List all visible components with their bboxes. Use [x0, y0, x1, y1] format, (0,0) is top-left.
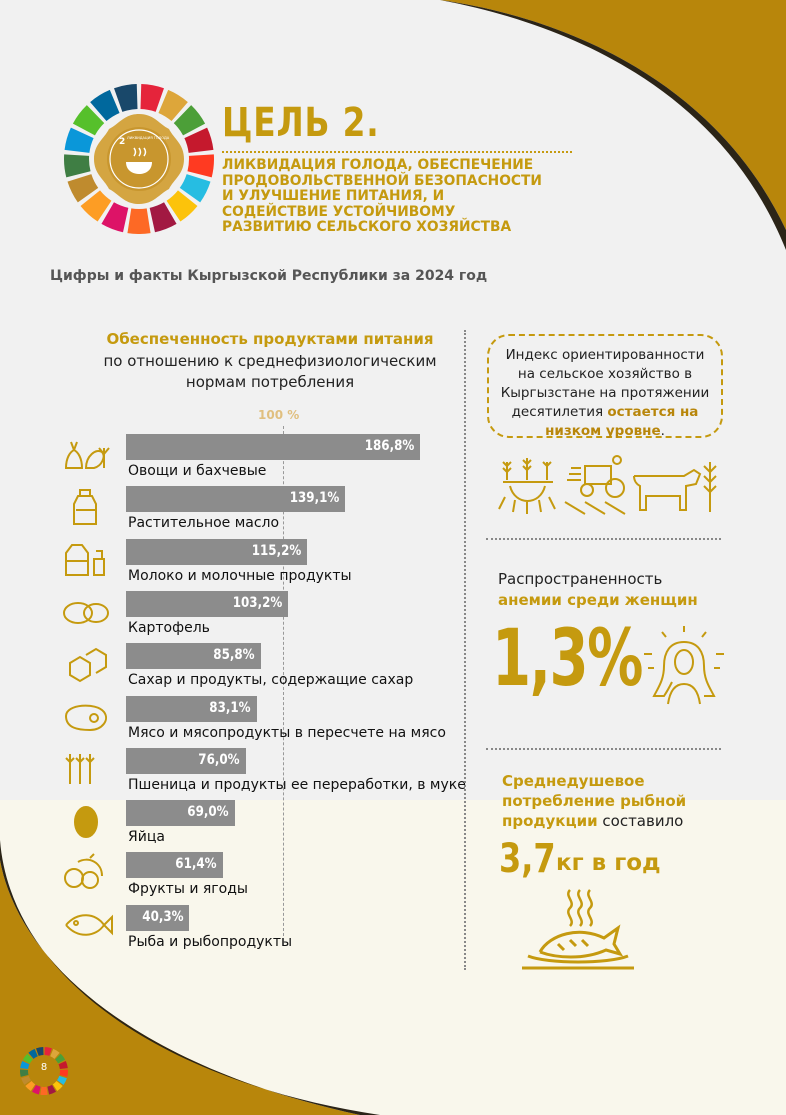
food-heading: Обеспеченность продуктами питания — [106, 330, 434, 348]
wheel-segment — [114, 84, 137, 112]
agri-index-end: . — [660, 423, 665, 439]
food-bar — [126, 696, 257, 722]
wheel-segment — [20, 1070, 28, 1077]
bar-value-label: 83,1% — [209, 699, 251, 716]
bar-category-label: Пшеница и продукты ее переработки, в муке — [128, 776, 466, 793]
bar-category-label: Молоко и молочные продукты — [128, 567, 352, 584]
fish-highlight: Среднедушевое потребление рыбной продукции — [502, 772, 687, 830]
fish-icon — [60, 905, 116, 945]
woman-icon — [642, 624, 726, 710]
section-divider — [486, 748, 721, 750]
bar-value-label: 186,8% — [364, 438, 414, 454]
food-row — [60, 800, 470, 852]
food-bar — [126, 643, 261, 669]
food-row — [60, 434, 470, 486]
bar-category-label: Мясо и мясопродукты в пересчете на мясо — [128, 724, 446, 741]
milk-icon — [60, 539, 116, 579]
fish-unit: кг в год — [556, 850, 661, 876]
wheel-segment — [187, 154, 214, 177]
fish-dish-icon — [518, 884, 638, 976]
wheel-segment — [64, 154, 91, 177]
food-row — [60, 486, 470, 538]
bar-category-label: Растительное масло — [128, 515, 280, 532]
bar-value-label: 115,2% — [251, 542, 302, 559]
bar-value-label: 85,8% — [213, 647, 256, 664]
wheel-segment — [60, 1070, 68, 1077]
crops-soil-icon — [499, 458, 555, 514]
food-row — [60, 696, 470, 748]
oil-bottle-icon — [60, 486, 116, 526]
tractor-icon — [565, 456, 625, 514]
food-subheading-line: нормам потребления — [185, 373, 355, 391]
food-row — [60, 905, 470, 957]
cow-icon — [634, 470, 700, 510]
bar-value-label: 103,2% — [232, 594, 283, 611]
section-divider — [486, 538, 721, 540]
goal-subtitle-line: ПРОДОВОЛЬСТВЕННОЙ БЕЗОПАСНОСТИ — [222, 172, 542, 189]
page-number: 8 — [40, 1062, 48, 1073]
anemia-label-highlight: анемии среди женщин — [498, 591, 698, 609]
food-bar — [126, 434, 420, 460]
fish-plain: составило — [597, 812, 684, 830]
bar-value-label: 40,3% — [142, 908, 184, 925]
page-subtitle: Цифры и факты Кыргызской Республики за 2024 год — [50, 268, 488, 284]
wheat-icon-large — [704, 462, 716, 512]
wheel-segment — [36, 1047, 44, 1056]
goal-subtitle-line: РАЗВИТИЮ СЕЛЬСКОГО ХОЗЯЙСТВА — [222, 219, 512, 235]
bar-category-label: Фрукты и ягоды — [128, 881, 248, 898]
fruit-icon — [60, 852, 116, 892]
bar-category-label: Рыба и рыбопродукты — [128, 933, 293, 950]
bar-value-label: 61,4% — [175, 856, 217, 873]
food-bar — [126, 486, 345, 512]
column-divider — [464, 330, 466, 970]
anemia-label: Распространенность — [498, 570, 663, 588]
food-row — [60, 591, 470, 643]
food-bar — [126, 800, 235, 826]
badge-number: 2 — [119, 137, 126, 147]
goal-subtitle-line: ЛИКВИДАЦИЯ ГОЛОДА, ОБЕСПЕЧЕНИЕ — [222, 157, 534, 173]
wheel-segment — [40, 1087, 47, 1095]
goal-divider — [222, 151, 572, 153]
badge-text: ЛИКВИДАЦИЯ ГОЛОДА — [127, 136, 170, 140]
wheel-segment — [140, 84, 163, 112]
goal-subtitle-line: И УЛУЧШЕНИЕ ПИТАНИЯ, И — [222, 188, 445, 204]
sugar-cubes-icon — [60, 643, 116, 683]
food-bar — [126, 852, 223, 878]
bar-category-label: Яйца — [128, 829, 165, 846]
wheat-icon — [60, 748, 116, 788]
food-row — [60, 852, 470, 904]
bar-value-label: 139,1% — [289, 490, 339, 507]
wheel-segment — [44, 1047, 52, 1056]
food-bar — [126, 591, 288, 617]
bar-category-label: Сахар и продукты, содержащие сахар — [128, 672, 414, 689]
bar-category-label: Овощи и бахчевые — [128, 463, 267, 479]
food-bar — [126, 748, 246, 774]
food-row — [60, 539, 470, 591]
food-row — [60, 748, 470, 800]
anemia-value: 1,3% — [492, 614, 642, 704]
bar-category-label: Картофель — [128, 619, 210, 636]
meat-icon — [60, 696, 116, 736]
wheel-segment — [127, 208, 150, 234]
agriculture-icons — [495, 452, 725, 520]
fish-consumption-text — [502, 771, 702, 831]
sdg-wheel-logo — [64, 84, 214, 234]
food-row — [60, 643, 470, 695]
goal-subtitle — [222, 158, 564, 236]
goal-title: ЦЕЛЬ 2. — [222, 100, 380, 146]
vegetables-icon — [60, 434, 116, 474]
food-subheading-line: по отношению к среднефизиологическим — [103, 352, 437, 370]
food-bar — [126, 905, 189, 931]
agri-index-callout — [487, 334, 723, 438]
egg-icon — [60, 800, 116, 840]
food-subheading — [60, 351, 480, 393]
potato-icon — [60, 591, 116, 631]
fish-value: 3,7 — [499, 836, 556, 882]
food-bar — [126, 539, 307, 565]
reference-label: 100 % — [258, 408, 300, 422]
agri-index-text: Индекс ориентированности на сельское хозяйство в Кыргызстане на протяжении десятилетия — [500, 347, 710, 420]
bar-value-label: 69,0% — [187, 804, 229, 821]
agri-index-highlight: остается на низком уровне — [545, 404, 699, 439]
bar-value-label: 76,0% — [198, 751, 240, 768]
goal-subtitle-line: СОДЕЙСТВИЕ УСТОЙЧИВОМУ — [222, 203, 456, 220]
